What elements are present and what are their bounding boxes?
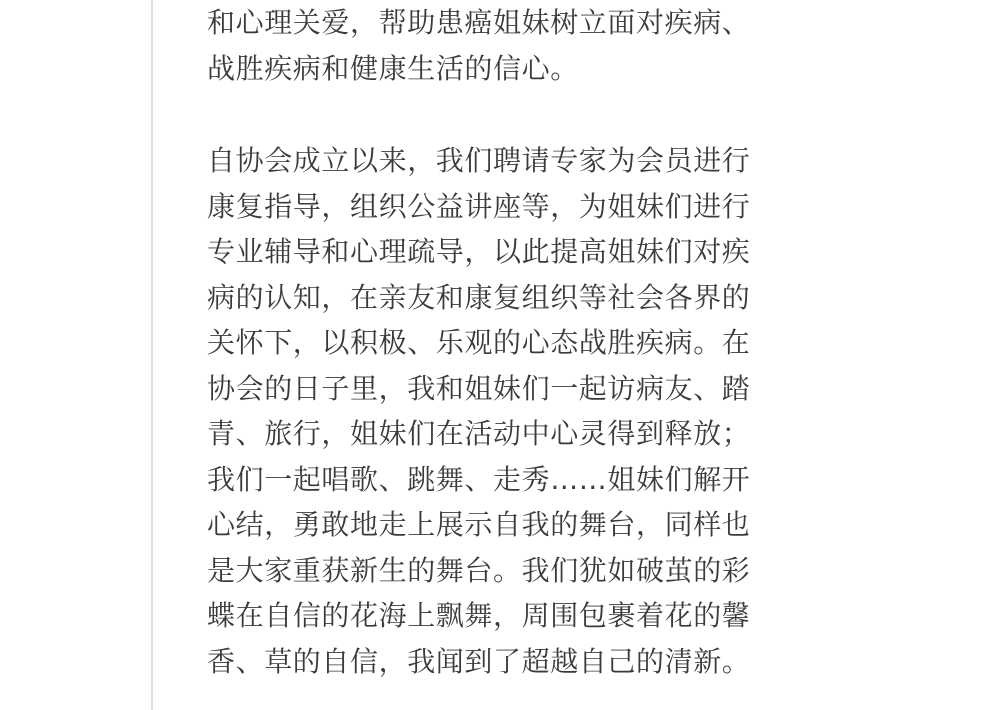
text-line: 蝶在自信的花海上飘舞，周围包裹着花的馨 xyxy=(207,599,751,632)
text-line: 香、草的自信，我闻到了超越自己的清新。 xyxy=(207,644,751,678)
text-line: 和心理关爱，帮助患癌姐妹树立面对疾病、 xyxy=(207,6,751,39)
text-line: 是大家重获新生的舞台。我们犹如破茧的彩 xyxy=(207,553,751,587)
text-line: 战胜疾病和健康生活的信心。 xyxy=(207,51,579,85)
text-line: 关怀下，以积极、乐观的心态战胜疾病。在 xyxy=(207,326,751,359)
text-line: 协会的日子里，我和姐妹们一起访病友、踏 xyxy=(207,371,751,405)
paragraph-2 xyxy=(207,138,750,684)
paragraph-1 xyxy=(207,0,750,91)
text-line: 心结，勇敢地走上展示自我的舞台，同样也 xyxy=(207,508,751,541)
text-line: 康复指导，组织公益讲座等，为姐妹们进行 xyxy=(207,189,751,223)
text-line: 专业辅导和心理疏导，以此提高姐妹们对疾 xyxy=(207,235,751,268)
text-line: 青、旅行，姐妹们在活动中心灵得到释放； xyxy=(207,417,751,450)
text-line: 我们一起唱歌、跳舞、走秀……姐妹们解开 xyxy=(207,462,751,496)
text-line: 病的认知，在亲友和康复组织等社会各界的 xyxy=(207,280,751,314)
text-line: 自协会成立以来，我们聘请专家为会员进行 xyxy=(207,144,751,177)
left-divider-line xyxy=(151,0,153,710)
